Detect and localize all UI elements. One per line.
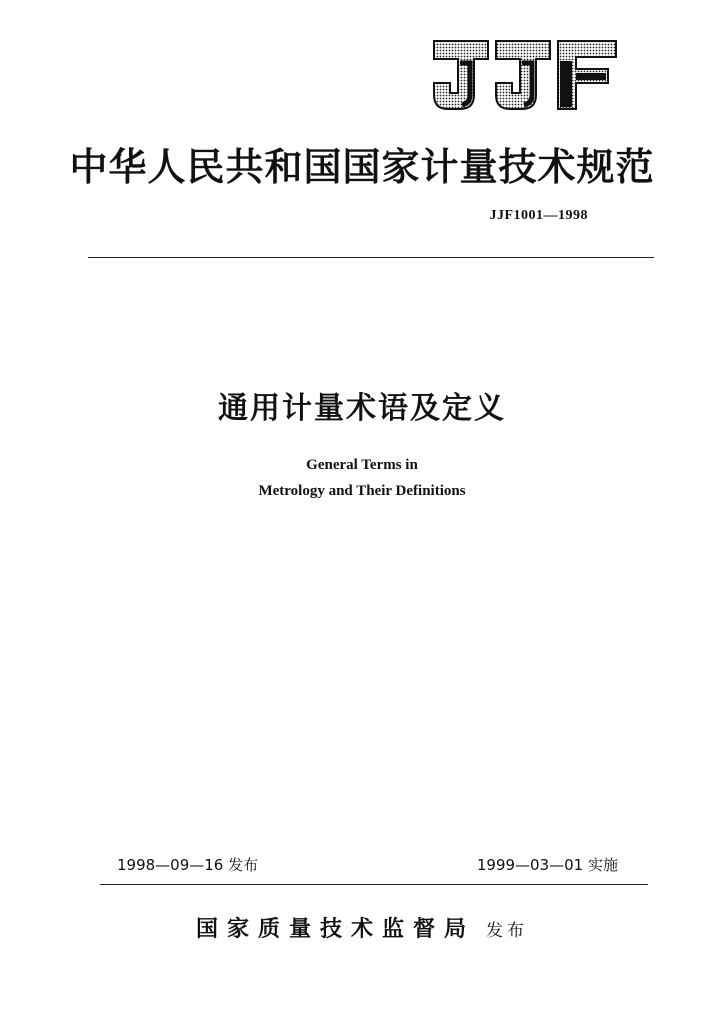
implementation-date: 1999—03—01 实施 <box>476 856 618 874</box>
publisher-line <box>0 912 724 943</box>
bottom-divider <box>100 884 648 885</box>
title-en-line-1: General Terms in <box>306 457 418 473</box>
top-divider <box>88 257 654 258</box>
issue-date: 1998—09—16 发布 <box>117 856 259 874</box>
title-en-line-2: Metrology and Their Definitions <box>258 483 466 499</box>
document-title-cn: 通用计量术语及定义 <box>218 391 506 426</box>
publisher-verb: 发布 <box>486 921 529 941</box>
standard-code: JJF1001—1998 <box>489 208 588 223</box>
document-title-en <box>0 452 724 504</box>
standard-series-title: 中华人民共和国国家计量技术规范 <box>69 144 655 189</box>
jjf-logo-icon <box>430 37 620 113</box>
jjf-logo <box>430 37 620 113</box>
publisher-name: 国家质量技术监督局 <box>195 916 475 942</box>
